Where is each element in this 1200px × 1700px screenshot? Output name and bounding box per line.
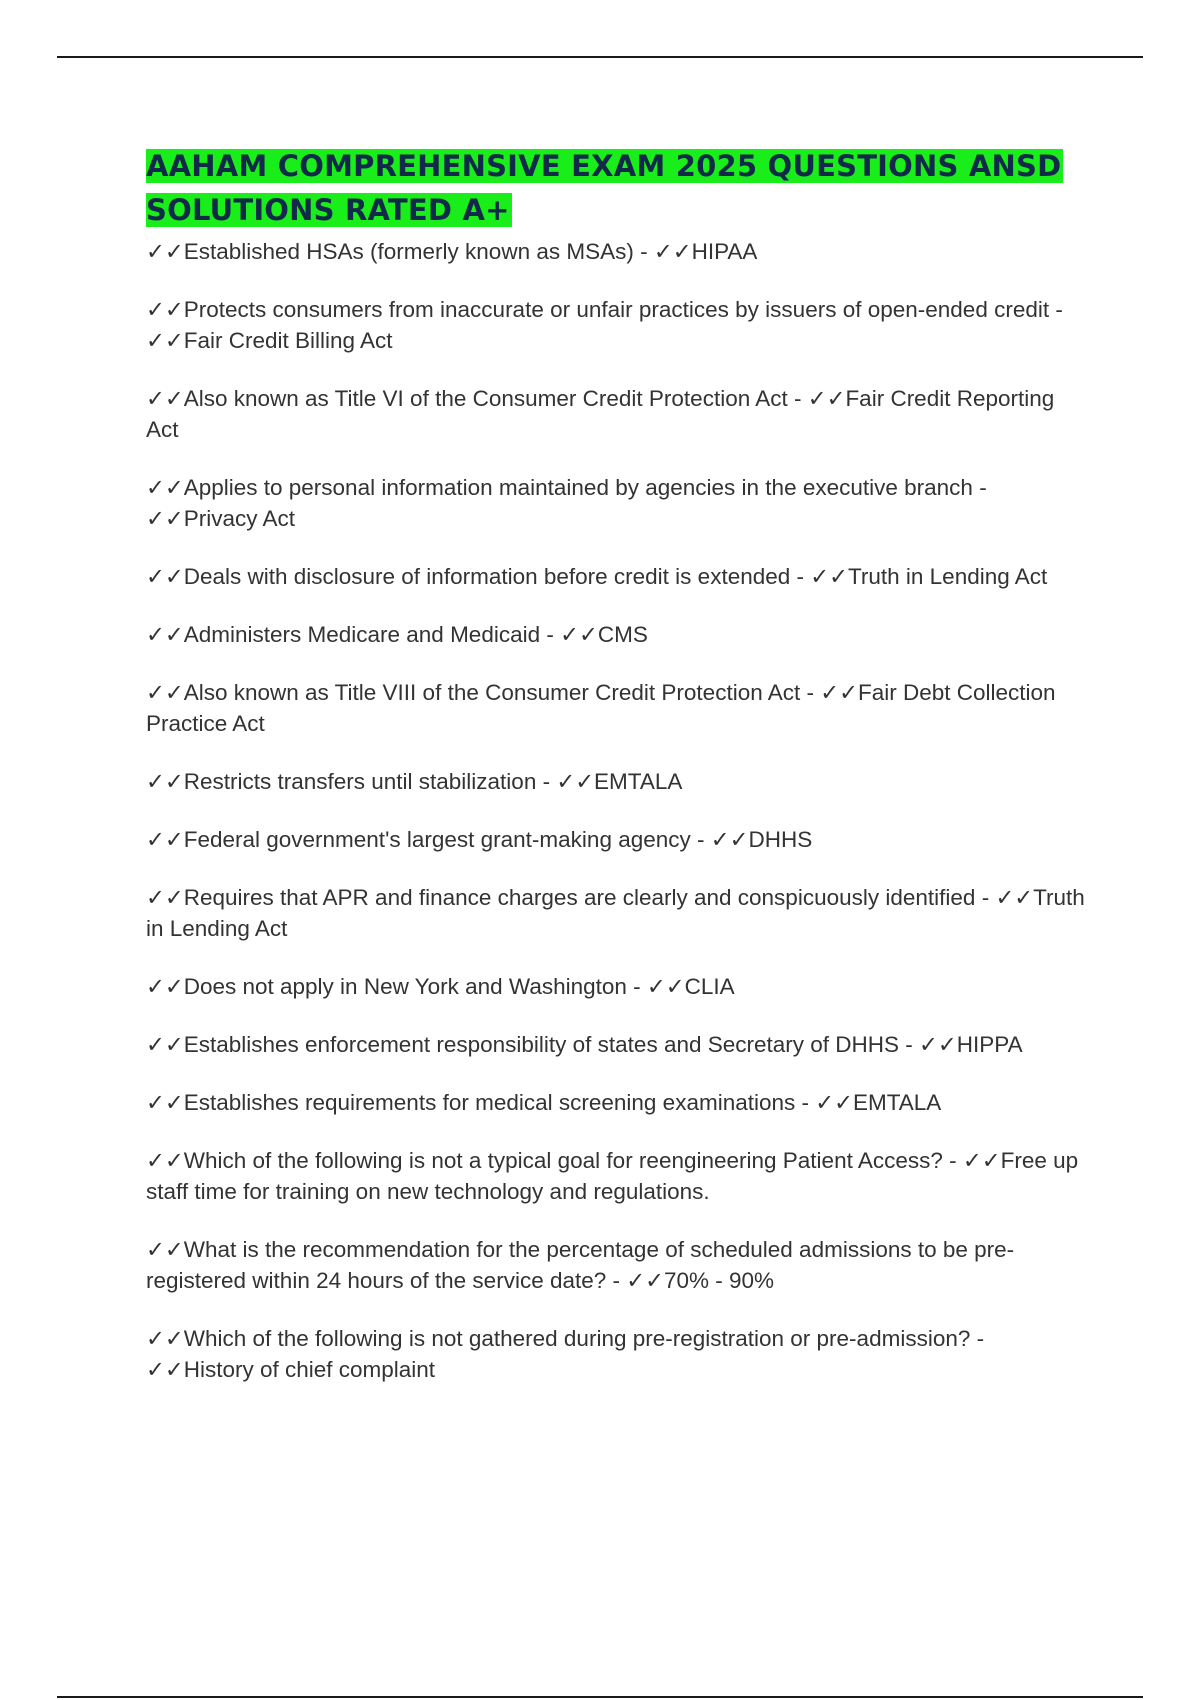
answer-text: ✓✓CMS — [560, 622, 648, 647]
question-text: ✓✓Also known as Title VIII of the Consumer Credit Protection Act — [146, 680, 801, 705]
bottom-rule — [57, 1696, 1143, 1698]
question-text: ✓✓Also known as Title VI of the Consumer Credit Protection Act — [146, 386, 788, 411]
question-text: ✓✓What is the recommendation for the percentage of scheduled admissions to be pre-registered within 24 hours of the service date? — [146, 1237, 1015, 1293]
document-title: AAHAM COMPREHENSIVE EXAM 2025 QUESTIONS ANSD SOLUTIONS RATED A+ — [146, 149, 1062, 227]
top-rule — [57, 56, 1143, 58]
answer-text: ✓✓Truth in Lending Act — [146, 885, 1085, 941]
qa-item: ✓✓Restricts transfers until stabilization - ✓✓EMTALA — [146, 769, 683, 794]
answer-text: ✓✓EMTALA — [815, 1090, 942, 1115]
question-text: ✓✓Deals with disclosure of information before credit is extended — [146, 564, 791, 589]
question-text: ✓✓Administers Medicare and Medicaid — [146, 622, 541, 647]
answer-text: ✓✓DHHS — [710, 827, 813, 852]
qa-item: ✓✓Establishes enforcement responsibility of states and Secretary of DHHS - ✓✓HIPPA — [146, 1032, 1023, 1057]
answer-text: ✓✓70% - 90% — [626, 1268, 775, 1293]
answer-text: ✓✓Fair Debt Collection Practice Act — [146, 680, 1056, 736]
answer-text: ✓✓Privacy Act — [146, 506, 295, 531]
qa-item: ✓✓Does not apply in New York and Washington - ✓✓CLIA — [146, 974, 735, 999]
qa-item: ✓✓What is the recommendation for the percentage of scheduled admissions to be pre-registered within 24 hours of the service date? - ✓✓70% - 90% — [146, 1237, 1015, 1293]
question-text: ✓✓Which of the following is not gathered during pre-registration or pre-admission? — [146, 1326, 971, 1351]
qa-item: ✓✓Requires that APR and finance charges are clearly and conspicuously identified - ✓✓Truth in Lending Act — [146, 885, 1085, 941]
answer-text: ✓✓Truth in Lending Act — [810, 564, 1048, 589]
question-text: ✓✓Restricts transfers until stabilization — [146, 769, 537, 794]
qa-item: ✓✓Also known as Title VI of the Consumer Credit Protection Act - ✓✓Fair Credit Reporting Act — [146, 386, 1055, 442]
answer-text: ✓✓Free up staff time for training on new technology and regulations. — [146, 1148, 1079, 1204]
qa-item: ✓✓Establishes requirements for medical screening examinations - ✓✓EMTALA — [146, 1090, 942, 1115]
answer-text: ✓✓HIPPA — [919, 1032, 1023, 1057]
page-content — [146, 144, 1086, 1412]
qa-item: ✓✓Applies to personal information maintained by agencies in the executive branch - ✓✓Privacy Act — [146, 475, 987, 531]
qa-item: ✓✓Which of the following is not gathered during pre-registration or pre-admission? - ✓✓History of chief complaint — [146, 1326, 985, 1382]
question-text: ✓✓Requires that APR and finance charges are clearly and conspicuously identified — [146, 885, 976, 910]
question-text: ✓✓Establishes enforcement responsibility of states and Secretary of DHHS — [146, 1032, 900, 1057]
question-text: ✓✓Federal government's largest grant-making agency — [146, 827, 691, 852]
question-text: ✓✓Established HSAs (formerly known as MSAs) — [146, 239, 634, 264]
answer-text: ✓✓History of chief complaint — [146, 1357, 436, 1382]
answer-text: ✓✓CLIA — [646, 974, 735, 999]
question-text: ✓✓Applies to personal information maintained by agencies in the executive branch — [146, 475, 973, 500]
question-text: ✓✓Establishes requirements for medical screening examinations — [146, 1090, 796, 1115]
qa-item: ✓✓Also known as Title VIII of the Consumer Credit Protection Act - ✓✓Fair Debt Collection Practice Act — [146, 680, 1056, 736]
qa-item: ✓✓Deals with disclosure of information before credit is extended - ✓✓Truth in Lending Act — [146, 564, 1048, 589]
question-text: ✓✓Which of the following is not a typical goal for reengineering Patient Access? — [146, 1148, 943, 1173]
answer-text: ✓✓EMTALA — [556, 769, 683, 794]
question-text: ✓✓Protects consumers from inaccurate or unfair practices by issuers of open-ended credit — [146, 297, 1050, 322]
qa-item: ✓✓Which of the following is not a typical goal for reengineering Patient Access? - ✓✓Free up staff time for training on new technology and regulations. — [146, 1148, 1079, 1204]
qa-item: ✓✓Administers Medicare and Medicaid - ✓✓CMS — [146, 622, 648, 647]
qa-item: ✓✓Protects consumers from inaccurate or unfair practices by issuers of open-ended credit - ✓✓Fair Credit Billing Act — [146, 297, 1063, 353]
answer-text: ✓✓HIPAA — [653, 239, 758, 264]
question-text: ✓✓Does not apply in New York and Washington — [146, 974, 627, 999]
answer-text: ✓✓Fair Credit Billing Act — [146, 328, 393, 353]
qa-item: ✓✓Established HSAs (formerly known as MSAs) - ✓✓HIPAA — [146, 239, 758, 264]
qa-item: ✓✓Federal government's largest grant-making agency - ✓✓DHHS — [146, 827, 813, 852]
answer-text: ✓✓Fair Credit Reporting Act — [146, 386, 1055, 442]
